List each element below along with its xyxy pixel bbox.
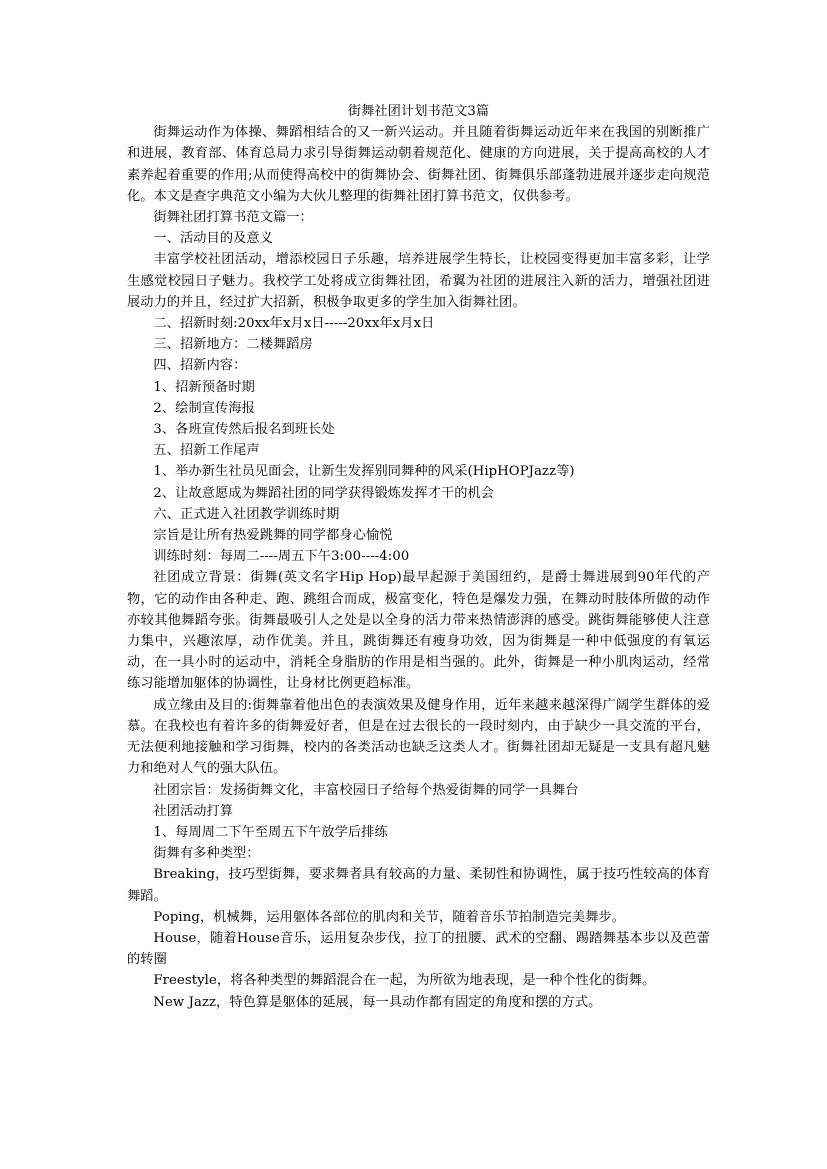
club-tenet: 社团宗旨：发扬街舞文化，丰富校园日子给每个热爱街舞的同学一具舞台 bbox=[153, 782, 579, 798]
training-time: 训练时刻：每周二----周五下午3:00----4:00 bbox=[153, 549, 410, 565]
dance-type-house: House，随着House音乐，运用复杂步伐，拉丁的扭腰、武术的空翻、踢踏舞基本步以及芭蕾的转圈 bbox=[127, 930, 710, 968]
heading-recruit-content: 四、招新内容： bbox=[153, 358, 247, 374]
purpose-statement: 宗旨是让所有热爱跳舞的同学都身心愉悦 bbox=[153, 528, 393, 544]
list-item: 3、各班宣传然后报名到班长处 bbox=[153, 422, 335, 438]
dance-type-breaking: Breaking，技巧型街舞，要求舞者具有较高的力量、柔韧性和协调性，属于技巧性较高的体育舞蹈。 bbox=[127, 867, 710, 904]
heading-training-period: 六、正式进入社团教学训练时期 bbox=[153, 506, 340, 522]
purpose-paragraph: 丰富学校社团活动，增添校园日子乐趣，培养进展学生特长，让校园变得更加丰富多彩，让学生感觉校园日子魅力。我校学工处将成立街舞社团，希翼为社团的进展注入新的活力，增强社团进展动力的并且，经过扩大招新，积极争取更多的学生加入街舞社团。 bbox=[127, 252, 710, 310]
background-paragraph: 社团成立背景：街舞(英文名字Hip Hop)最早起源于美国纽约，是爵士舞进展到90年代的产物，它的动作由各种走、跑、跳组合而成，极富变化，特色是爆发力强，在舞动时肢体所做的动作亦较其他舞蹈夸张。街舞最吸引人之处是以全身的活力带来热情澎湃的感受。跳街舞能够使人注意力集中，兴趣浓厚，动作优美。并且，跳街舞还有瘦身功效，因为街舞是一种中低强度的有氧运动，在一具小时的运动中，消耗全身脂肪的作用是相当强的。此外，街舞是一种小肌肉运动，经常练习能增加躯体的协调性，让身材比例更趋标准。 bbox=[127, 570, 710, 692]
list-item: 1、举办新生社员见面会，让新生发挥别同舞种的风采(HipHOPJazz等) bbox=[153, 464, 575, 480]
list-item: 2、绘制宣传海报 bbox=[153, 400, 255, 416]
list-item: 1、招新预备时期 bbox=[153, 379, 255, 395]
document-page bbox=[127, 101, 710, 1013]
heading-dance-types: 街舞有多种类型： bbox=[153, 846, 260, 862]
list-item: 2、让故意愿成为舞蹈社团的同学获得锻炼发挥才干的机会 bbox=[153, 485, 495, 501]
document-body bbox=[127, 122, 710, 1013]
heading-recruit-end: 五、招新工作尾声 bbox=[153, 443, 260, 459]
reason-paragraph: 成立缘由及目的:街舞靠着他出色的表演效果及健身作用，近年来越来越深得广阔学生群体的爱慕。在我校也有着许多的街舞爱好者，但是在过去很长的一段时刻内，由于缺少一具交流的平台，无法便利地接触和学习街舞，校内的各类活动也缺乏这类人才。街舞社团却无疑是一支具有超凡魅力和绝对人气的强大队伍。 bbox=[127, 697, 710, 777]
dance-type-new-jazz: New Jazz，特色算是躯体的延展，每一具动作都有固定的角度和摆的方式。 bbox=[153, 994, 602, 1010]
document-title: 街舞社团计划书范文3篇 bbox=[347, 104, 490, 119]
dance-type-poping: Poping，机械舞，运用躯体各部位的肌肉和关节，随着音乐节拍制造完美舞步。 bbox=[153, 909, 626, 925]
list-item: 1、每周周二下午至周五下午放学后排练 bbox=[153, 824, 388, 840]
heading-purpose: 一、活动目的及意义 bbox=[153, 231, 273, 247]
recruit-time: 二、招新时刻:20xx年x月x日-----20xx年x月x日 bbox=[153, 316, 435, 332]
recruit-location: 三、招新地方：二楼舞蹈房 bbox=[153, 337, 313, 353]
dance-type-freestyle: Freestyle，将各种类型的舞蹈混合在一起，为所欲为地表现，是一种个性化的街舞。 bbox=[153, 973, 656, 989]
section-heading-part-one: 街舞社团打算书范文篇一： bbox=[153, 210, 313, 226]
intro-paragraph: 街舞运动作为体操、舞蹈相结合的又一新兴运动。并且随着街舞运动近年来在我国的别断推广和进展，教育部、体育总局力求引导街舞运动朝着规范化、健康的方向进展，关于提高高校的人才素养起着重要的作用;从而使得高校中的街舞协会、街舞社团、街舞俱乐部蓬勃进展并逐步走向规范化。本文是查字典范文小编为大伙儿整理的街舞社团打算书范文，仅供参考。 bbox=[127, 125, 710, 204]
heading-activity-plan: 社团活动打算 bbox=[153, 803, 234, 819]
